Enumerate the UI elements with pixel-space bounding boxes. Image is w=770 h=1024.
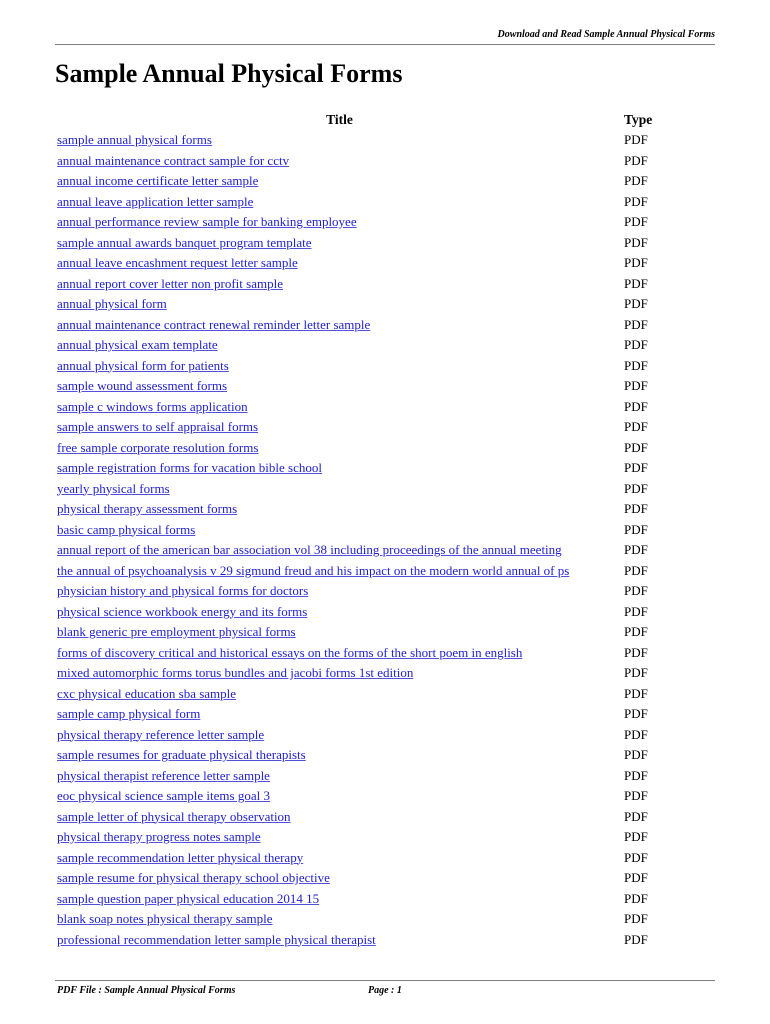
row-type-cell: PDF [624, 706, 648, 721]
document-link[interactable]: annual maintenance contract renewal reminder letter sample [57, 316, 371, 332]
row-type-cell: PDF [624, 460, 648, 475]
document-link[interactable]: physical therapy reference letter sample [57, 726, 265, 742]
document-link[interactable]: sample question paper physical education 2014 15 [57, 890, 320, 906]
table-row [57, 807, 659, 828]
row-title-cell [57, 356, 622, 377]
row-title-cell [57, 315, 622, 336]
row-title-cell [57, 438, 622, 459]
document-link[interactable]: sample resume for physical therapy school objective [57, 870, 330, 885]
row-title-cell [57, 684, 622, 705]
row-type-cell: PDF [624, 173, 648, 188]
row-title-cell [57, 581, 622, 602]
document-link[interactable]: sample camp physical form [57, 706, 201, 721]
document-link[interactable]: physical therapy assessment forms [57, 501, 238, 516]
document-link[interactable]: sample registration forms for vacation bible school [57, 460, 322, 475]
document-link[interactable]: blank generic pre employment physical forms [57, 624, 296, 639]
row-type-cell: PDF [624, 890, 648, 906]
document-link[interactable]: annual leave encashment request letter sample [57, 255, 298, 270]
table-row [57, 499, 659, 520]
document-link[interactable]: free sample corporate resolution forms [57, 439, 259, 455]
row-type-cell: PDF [624, 193, 648, 209]
row-title-cell [57, 520, 622, 541]
row-type-cell: PDF [624, 480, 648, 496]
row-type-cell: PDF [624, 132, 648, 147]
row-title-cell [57, 212, 622, 233]
document-link[interactable]: sample answers to self appraisal forms [57, 419, 259, 434]
row-type-cell: PDF [624, 603, 648, 619]
table-row [57, 458, 659, 479]
row-type-cell: PDF [624, 788, 648, 803]
row-title-cell [57, 171, 622, 192]
header-text: Download and Read Sample Annual Physical Forms [497, 29, 715, 40]
row-type-cell: PDF [624, 255, 648, 270]
row-type-cell: PDF [624, 439, 648, 455]
row-title-cell [57, 889, 622, 910]
row-title-cell [57, 827, 622, 848]
row-type-cell: PDF [624, 931, 648, 947]
row-title-cell [57, 294, 622, 315]
row-title-cell [57, 848, 622, 869]
row-title-cell [57, 233, 622, 254]
table-row [57, 171, 659, 192]
document-link[interactable]: annual physical form [57, 296, 167, 311]
document-link[interactable]: annual leave application letter sample [57, 193, 254, 209]
column-header-type: Type [624, 112, 653, 127]
document-link[interactable]: physical therapy progress notes sample [57, 829, 261, 844]
document-link[interactable]: sample resumes for graduate physical therapists [57, 747, 306, 762]
row-title-cell [57, 766, 622, 787]
row-title-cell [57, 786, 622, 807]
table-row [57, 151, 659, 172]
row-title-cell [57, 151, 622, 172]
table-row [57, 704, 659, 725]
table-row [57, 212, 659, 233]
row-type-cell: PDF [624, 337, 648, 352]
table-row [57, 622, 659, 643]
page-header [55, 28, 715, 45]
row-type-cell: PDF [624, 624, 648, 639]
row-type-cell: PDF [624, 747, 648, 762]
row-type-cell: PDF [624, 378, 648, 393]
table-row [57, 315, 659, 336]
row-type-cell: PDF [624, 234, 648, 250]
document-link[interactable]: annual maintenance contract sample for cctv [57, 152, 290, 168]
table-row [57, 253, 659, 274]
table-row [57, 786, 659, 807]
row-title-cell [57, 725, 622, 746]
row-title-cell [57, 663, 622, 684]
table-header-row [57, 110, 659, 130]
row-type-cell: PDF [624, 644, 648, 660]
row-title-cell [57, 643, 622, 664]
row-title-cell [57, 745, 622, 766]
table-row [57, 766, 659, 787]
row-type-cell: PDF [624, 685, 648, 701]
table-row [57, 602, 659, 623]
row-type-cell: PDF [624, 849, 648, 865]
table-row [57, 520, 659, 541]
row-type-cell: PDF [624, 870, 648, 885]
row-title-cell [57, 458, 622, 479]
row-type-cell: PDF [624, 501, 648, 516]
row-type-cell: PDF [624, 726, 648, 742]
table-row [57, 376, 659, 397]
row-title-cell [57, 622, 622, 643]
row-title-cell [57, 807, 622, 828]
footer-file-label: PDF File : Sample Annual Physical Forms [57, 985, 236, 996]
table-row [57, 581, 659, 602]
table-row [57, 397, 659, 418]
document-link[interactable]: mixed automorphic forms torus bundles and jacobi forms 1st edition [57, 665, 414, 680]
table-row [57, 745, 659, 766]
row-type-cell: PDF [624, 911, 648, 926]
row-type-cell: PDF [624, 808, 648, 824]
row-title-cell [57, 499, 622, 520]
row-title-cell [57, 602, 622, 623]
document-link[interactable]: annual report of the american bar association vol 38 including proceedings of the annual meeting [57, 542, 562, 557]
row-title-cell [57, 540, 622, 561]
document-link[interactable]: professional recommendation letter sample physical therapist [57, 931, 376, 947]
row-type-cell: PDF [624, 316, 648, 332]
table-row [57, 930, 659, 951]
document-link[interactable]: sample letter of physical therapy observation [57, 808, 291, 824]
row-type-cell: PDF [624, 152, 648, 168]
table-row [57, 335, 659, 356]
document-link[interactable]: sample recommendation letter physical therapy [57, 849, 304, 865]
row-title-cell [57, 479, 622, 500]
row-title-cell [57, 274, 622, 295]
document-link[interactable]: annual physical form for patients [57, 357, 229, 373]
row-title-cell [57, 192, 622, 213]
row-type-cell: PDF [624, 275, 648, 291]
row-type-cell: PDF [624, 767, 648, 783]
table-row [57, 479, 659, 500]
documents-table [57, 110, 659, 950]
table-row [57, 192, 659, 213]
row-type-cell: PDF [624, 521, 648, 537]
row-title-cell [57, 704, 622, 725]
document-link[interactable]: physical therapist reference letter sample [57, 767, 270, 783]
table-row [57, 909, 659, 930]
document-link[interactable]: eoc physical science sample items goal 3 [57, 788, 270, 803]
table-row [57, 294, 659, 315]
document-link[interactable]: annual income certificate letter sample [57, 173, 259, 188]
row-type-cell: PDF [624, 665, 648, 680]
row-title-cell [57, 397, 622, 418]
column-header-title: Title [326, 112, 353, 127]
document-link[interactable]: annual report cover letter non profit sample [57, 275, 283, 291]
document-link[interactable]: basic camp physical forms [57, 521, 196, 537]
table-row [57, 356, 659, 377]
table-row [57, 868, 659, 889]
document-link[interactable]: cxc physical education sba sample [57, 685, 237, 701]
table-row [57, 233, 659, 254]
table-row [57, 663, 659, 684]
row-type-cell: PDF [624, 398, 648, 414]
row-type-cell: PDF [624, 296, 648, 311]
row-title-cell [57, 376, 622, 397]
row-type-cell: PDF [624, 542, 648, 557]
table-row [57, 417, 659, 438]
table-body [57, 130, 659, 950]
document-link[interactable]: yearly physical forms [57, 480, 170, 496]
table-row [57, 725, 659, 746]
table-row [57, 540, 659, 561]
row-type-cell: PDF [624, 829, 648, 844]
row-title-cell [57, 909, 622, 930]
row-type-cell: PDF [624, 419, 648, 434]
row-title-cell [57, 561, 622, 582]
document-link[interactable]: forms of discovery critical and historical essays on the forms of the short poem in english [57, 644, 523, 660]
footer-page-number: Page : 1 [368, 985, 402, 996]
row-title-cell [57, 335, 622, 356]
document-link[interactable]: annual physical exam template [57, 337, 218, 352]
document-link[interactable]: sample c windows forms application [57, 398, 248, 414]
row-title-cell [57, 130, 622, 151]
document-link[interactable]: sample annual awards banquet program template [57, 234, 312, 250]
document-link[interactable]: annual performance review sample for banking employee [57, 214, 357, 229]
row-title-cell [57, 417, 622, 438]
page-footer [55, 980, 715, 1000]
table-row [57, 130, 659, 151]
row-type-cell: PDF [624, 357, 648, 373]
row-title-cell [57, 868, 622, 889]
table-row [57, 438, 659, 459]
row-title-cell [57, 253, 622, 274]
table-row [57, 848, 659, 869]
row-type-cell: PDF [624, 583, 648, 598]
document-link[interactable]: physical science workbook energy and its forms [57, 603, 308, 619]
document-link[interactable]: sample annual physical forms [57, 132, 212, 147]
row-type-cell: PDF [624, 562, 648, 578]
table-row [57, 561, 659, 582]
document-link[interactable]: sample wound assessment forms [57, 378, 228, 393]
table-row [57, 684, 659, 705]
row-title-cell [57, 930, 622, 951]
document-link[interactable]: physician history and physical forms for doctors [57, 583, 309, 598]
document-link[interactable]: blank soap notes physical therapy sample [57, 911, 273, 926]
table-row [57, 889, 659, 910]
table-row [57, 827, 659, 848]
table-row [57, 274, 659, 295]
page-title: Sample Annual Physical Forms [55, 59, 403, 88]
table-row [57, 643, 659, 664]
document-link[interactable]: the annual of psychoanalysis v 29 sigmund freud and his impact on the modern world annual of ps [57, 562, 570, 578]
row-type-cell: PDF [624, 214, 648, 229]
